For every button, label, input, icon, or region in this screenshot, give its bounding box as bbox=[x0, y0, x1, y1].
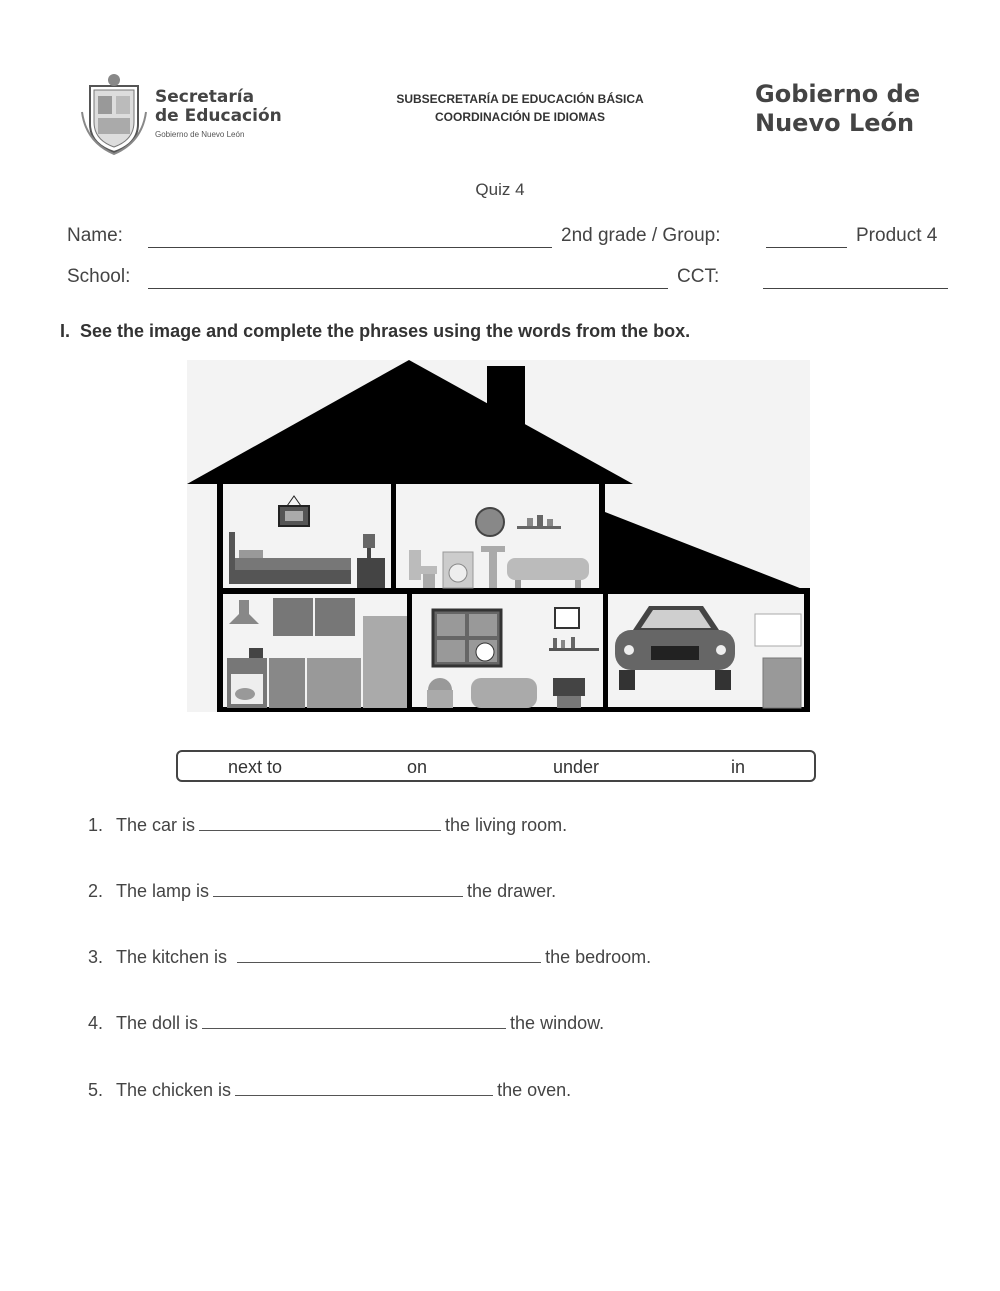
answer-blank-5[interactable] bbox=[235, 1081, 493, 1096]
question-text-before: The doll is bbox=[116, 1013, 199, 1033]
question-text-after: the window. bbox=[510, 1013, 605, 1033]
question-1 bbox=[88, 815, 567, 836]
question-text-before: The lamp is bbox=[116, 881, 210, 901]
fridge-icon bbox=[363, 616, 407, 708]
school-field[interactable] bbox=[148, 288, 668, 289]
logo-subtitle: Gobierno de Nuevo León bbox=[155, 130, 245, 139]
question-number: 3. bbox=[88, 947, 104, 967]
bed-icon bbox=[229, 558, 351, 570]
header-center bbox=[360, 90, 680, 126]
answer-blank-3[interactable] bbox=[237, 948, 541, 963]
question-text-before: The chicken is bbox=[116, 1080, 232, 1100]
whiteboard-icon bbox=[755, 614, 801, 646]
instruction-text: See the image and complete the phrases using the words from the box. bbox=[80, 321, 691, 341]
question-text-after: the living room. bbox=[445, 815, 568, 835]
answer-blank-2[interactable] bbox=[213, 882, 463, 897]
shelf-icon bbox=[763, 658, 801, 708]
question-number: 1. bbox=[88, 815, 104, 835]
word-box bbox=[176, 750, 816, 782]
grade-group-label: 2nd grade / Group: bbox=[561, 225, 721, 246]
gobierno-line-1: Gobierno de bbox=[755, 80, 921, 108]
tv-icon bbox=[553, 678, 585, 696]
house-illustration bbox=[187, 360, 810, 712]
mirror-icon bbox=[476, 508, 504, 536]
word-under: under bbox=[553, 757, 600, 777]
question-3 bbox=[88, 947, 651, 968]
toilet-icon bbox=[409, 550, 421, 580]
answer-blank-1[interactable] bbox=[199, 816, 441, 831]
cct-field[interactable] bbox=[763, 288, 948, 289]
name-field[interactable] bbox=[148, 247, 552, 248]
logo-line-2: de Educación bbox=[155, 106, 282, 126]
word-on: on bbox=[407, 757, 428, 777]
question-4 bbox=[88, 1013, 604, 1034]
logo-line-1: Secretaría bbox=[155, 87, 255, 107]
drawer-icon bbox=[357, 558, 385, 588]
cabinet-icon bbox=[273, 598, 313, 636]
header-center-line-2: COORDINACIÓN DE IDIOMAS bbox=[434, 110, 605, 124]
question-text-after: the bedroom. bbox=[545, 947, 652, 967]
question-text-after: the drawer. bbox=[467, 881, 557, 901]
doll-icon bbox=[476, 643, 494, 661]
school-label: School: bbox=[67, 266, 131, 287]
answer-blank-4[interactable] bbox=[202, 1014, 506, 1029]
question-text-before: The car is bbox=[116, 815, 196, 835]
product-label: Product 4 bbox=[856, 225, 938, 246]
word-next-to: next to bbox=[228, 757, 283, 777]
secretaria-logo bbox=[80, 70, 310, 160]
name-label: Name: bbox=[67, 225, 123, 246]
state-seal-icon bbox=[80, 72, 148, 156]
lamp-icon bbox=[363, 534, 375, 548]
instruction-number: I. bbox=[60, 321, 71, 341]
group-field[interactable] bbox=[766, 247, 847, 248]
question-5 bbox=[88, 1080, 571, 1101]
question-text-before: The kitchen is bbox=[116, 947, 228, 967]
bathtub-icon bbox=[507, 558, 589, 580]
question-number: 4. bbox=[88, 1013, 104, 1033]
question-text-after: the oven. bbox=[497, 1080, 572, 1100]
header-center-line-1: SUBSECRETARÍA DE EDUCACIÓN BÁSICA bbox=[396, 92, 644, 106]
gobierno-line-2: Nuevo León bbox=[755, 109, 915, 137]
chicken-icon bbox=[235, 688, 255, 700]
question-2 bbox=[88, 881, 556, 902]
cct-label: CCT: bbox=[677, 266, 720, 287]
gobierno-logo bbox=[755, 80, 920, 138]
sofa-icon bbox=[471, 678, 537, 708]
word-in: in bbox=[731, 757, 746, 777]
question-number: 2. bbox=[88, 881, 104, 901]
question-number: 5. bbox=[88, 1080, 104, 1100]
page-title: Quiz 4 bbox=[475, 180, 525, 199]
sink-icon bbox=[481, 546, 505, 552]
wall-picture-icon bbox=[555, 608, 579, 628]
instruction bbox=[60, 321, 690, 342]
